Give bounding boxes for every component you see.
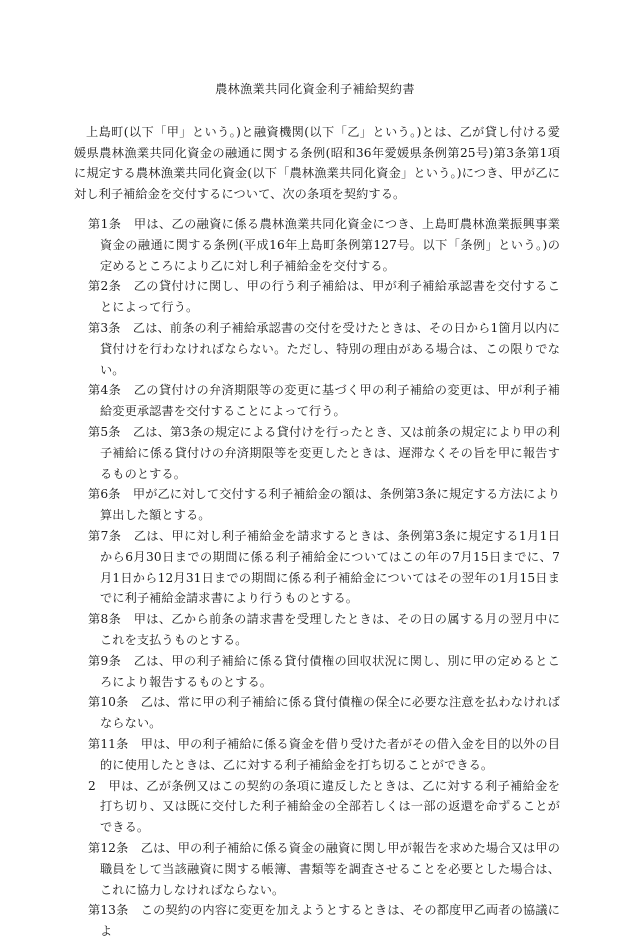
article-number: 第7条: [88, 528, 122, 543]
article-10: [88, 692, 560, 734]
article-number: 第4条: [88, 383, 122, 398]
article-text: 甲は、乙の融資に係る農林漁業共同化資金につき、上島町農林漁業振興事業資金の融通に関する条例(平成16年上島町条例第127号。以下「条例」という。)の定めるところにより乙に対し利子補給金を交付する。: [100, 217, 560, 273]
article-number: 第3条: [88, 320, 121, 335]
article-text: 乙の貸付けに関し、甲の行う利子補給は、甲が利子補給承認書を交付することによって行う。: [100, 279, 560, 315]
article-number: 第10条: [88, 695, 129, 710]
article-number: 第9条: [88, 653, 122, 668]
article-text: 甲は、甲の利子補給に係る資金を借り受けた者がその借入金を目的以外の目的に使用したときは、乙に対する利子補給金を打ち切ることができる。: [100, 736, 560, 772]
preamble-paragraph: 上島町(以下「甲」という。)と融資機関(以下「乙」という。)とは、乙が貸し付ける愛媛県農林漁業共同化資金の融通に関する条例(昭和36年愛媛県条例第25号)第3条第1項に規定する農林漁業共同化資金(以下「農林漁業共同化資金」という。)につき、甲が乙に対し利子補給金を交付するについて、次の条項を契約する。: [74, 125, 560, 201]
article-number: 第8条: [88, 612, 122, 627]
document-title: 農林漁業共同化資金利子補給契約書: [215, 82, 415, 96]
article-7: [88, 526, 560, 609]
article-text: 乙は、第3条の規定による貸付けを行ったとき、又は前条の規定により甲の利子補給に係る貸付けの弁済期限等を変更したときは、遅滞なくその旨を甲に報告するものとする。: [100, 424, 560, 481]
article-1: [88, 214, 560, 276]
article-4: [88, 380, 560, 422]
article-number: 第5条: [88, 424, 121, 439]
article-number: 第12条: [88, 840, 129, 855]
article-11: [88, 734, 560, 776]
article-6: [88, 484, 560, 526]
article-text: 甲は、乙が条例又はこの契約の条項に違反したときは、乙に対する利子補給金を打ち切り、又は既に交付した利子補給金の全部若しくは一部の返還を命ずることができる。: [95, 778, 560, 835]
article-text: 乙は、前条の利子補給承認書の交付を受けたときは、その日から1箇月以内に貸付けを行わなければならない。ただし、特別の理由がある場合は、この限りでない。: [100, 320, 560, 377]
article-2: [88, 276, 560, 318]
article-text: 甲が乙に対して交付する利子補給金の額は、条例第3条に規定する方法により算出した額とする。: [100, 487, 560, 523]
article-8: [88, 609, 560, 651]
article-text: この契約の内容に変更を加えようとするときは、その都度甲乙両者の協議によ: [100, 903, 560, 939]
article-number: 第6条: [88, 487, 121, 502]
article-13: [88, 900, 560, 942]
article-5: [88, 422, 560, 484]
article-text: 甲は、乙から前条の請求書を受理したときは、その日の属する月の翌月中にこれを支払うものとする。: [100, 612, 560, 647]
paragraph-number: 2: [88, 778, 96, 793]
article-number: 第11条: [88, 736, 129, 751]
article-12: [88, 838, 560, 900]
articles-list: [88, 214, 560, 942]
article-text: 乙は、甲の利子補給に係る貸付債権の回収状況に関し、別に甲の定めるところにより報告するものとする。: [100, 653, 560, 689]
article-9: [88, 651, 560, 693]
article-number: 第1条: [88, 217, 122, 231]
article-number: 第2条: [88, 279, 122, 294]
article-number: 第13条: [88, 903, 129, 918]
article-text: 乙は、常に甲の利子補給に係る貸付債権の保全に必要な注意を払わなければならない。: [100, 695, 560, 731]
article-text: 乙は、甲に対し利子補給金を請求するときは、条例第3条に規定する1月1日から6月30日までの期間に係る利子補給金についてはこの年の7月15日までに、7月1日から12月31日までの期間に係る利子補給金についてはその翌年の1月15日までに利子補給金請求書により行うものとする。: [100, 528, 560, 606]
article-3: [88, 318, 560, 380]
article-text: 乙の貸付けの弁済期限等の変更に基づく甲の利子補給の変更は、甲が利子補給変更承認書を交付することによって行う。: [100, 383, 560, 419]
article-text: 乙は、甲の利子補給に係る資金の融資に関し甲が報告を求めた場合又は甲の職員をして当該融資に関する帳簿、書類等を調査させることを必要とした場合は、これに協力しなければならない。: [100, 840, 560, 897]
article-11-paragraph-2: [88, 776, 560, 838]
